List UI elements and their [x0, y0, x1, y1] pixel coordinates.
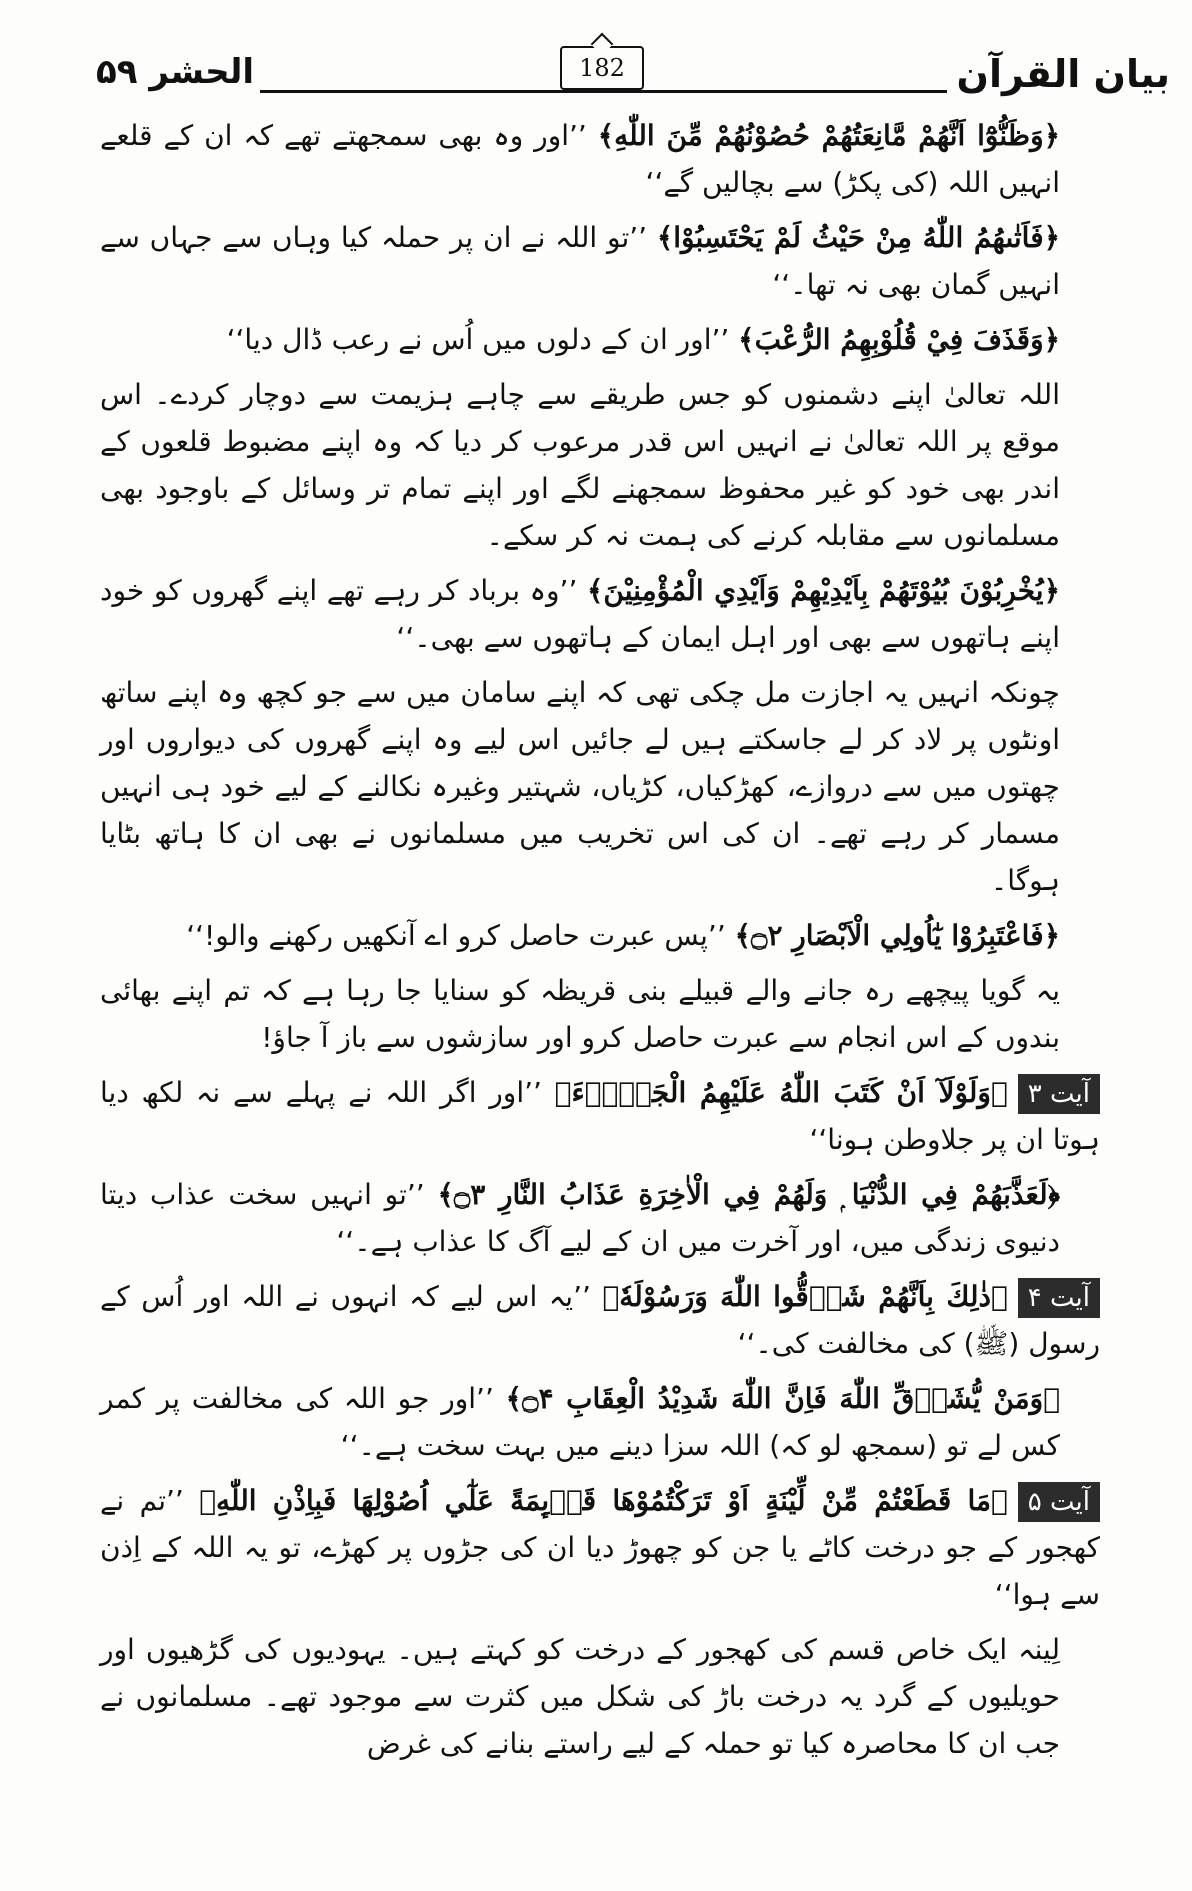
translation: ’’پس عبرت حاصل کرو اے آنکھیں رکھنے والو!‘‘	[186, 919, 735, 952]
commentary: یہ گویا پیچھے رہ جانے والے قبیلے بنی قریظہ کو سنایا جا رہا ہے کہ تم اپنے بھائی بندوں کے اس انجام سے عبرت حاصل کرو اور سازشوں سے باز آ جاؤ!	[100, 974, 1060, 1054]
paragraph	[100, 567, 1100, 661]
ayah-number-tag: آیت ۴	[1018, 1278, 1100, 1318]
paragraph	[100, 316, 1100, 363]
translation: ’’اور ان کے دلوں میں اُس نے رعب ڈال دیا‘‘	[226, 323, 739, 356]
paragraph	[100, 371, 1100, 559]
translation: ’’اور اگر اللہ نے پہلے سے نہ لکھ دیا ہوتا ان پر جلاوطن ہونا‘‘	[100, 1076, 1100, 1156]
quran-verse: ﴿وَظَنُّوْٓا اَنَّهُمْ مَّانِعَتُهُمْ حُصُوْنُهُمْ مِّنَ اللّٰهِ﴾	[597, 119, 1060, 152]
paragraph	[100, 967, 1100, 1061]
surah-label: الحشر ۵۹	[96, 52, 255, 92]
paragraph	[100, 214, 1100, 308]
commentary: اللہ تعالیٰ اپنے دشمنوں کو جس طریقے سے چاہے ہزیمت سے دوچار کردے۔ اس موقع پر اللہ تعالیٰ نے انہیں اس قدر مرعوب کر دیا کہ وہ اپنے مضبوط قلعوں کے اندر بھی خود کو غیر محفوظ سمجھنے لگے اور اپنے تمام تر وسائل کے باوجود بھی مسلمانوں سے مقابلہ کرنے کی ہمت نہ کر سکے۔	[100, 378, 1060, 552]
paragraph	[100, 1273, 1100, 1367]
commentary: چونکہ انہیں یہ اجازت مل چکی تھی کہ اپنے سامان میں سے جو کچھ وہ اپنے ساتھ اونٹوں پر لاد کر لے جاسکتے ہیں لے جائیں اس لیے وہ اپنے گھروں کی دیواروں اور چھتوں میں سے دروازے، کھڑکیاں، کڑیاں، شہتیر وغیرہ نکالنے کے لیے خود ہی انہیں مسمار کر رہے تھے۔ ان کی اس تخریب میں مسلمانوں نے بھی ان کا ہاتھ بٹایا ہوگا۔	[100, 676, 1060, 897]
paragraph	[100, 1375, 1100, 1469]
paragraph	[100, 669, 1100, 904]
translation: ’’اور جو اللہ کی مخالفت پر کمر کس لے تو (سمجھ لو کہ) اللہ سزا دینے میں بہت سخت ہے۔‘‘	[100, 1382, 1060, 1462]
page-body	[100, 112, 1100, 1775]
translation: ’’یہ اس لیے کہ انہوں نے اللہ اور اُس کے رسول (ﷺ) کی مخالفت کی۔‘‘	[100, 1280, 1100, 1360]
translation: ’’وہ برباد کر رہے تھے اپنے گھروں کو خود اپنے ہاتھوں سے بھی اور اہل ایمان کے ہاتھوں سے بھی۔‘‘	[100, 574, 1060, 654]
quran-verse: ﴿يُخْرِبُوْنَ بُيُوْتَهُمْ بِاَيْدِيْهِمْ وَاَيْدِي الْمُؤْمِنِيْنَ﴾	[587, 574, 1060, 607]
translation: ’’تم نے کھجور کے جو درخت کاٹے یا جن کو چھوڑ دیا ان کی جڑوں پر کھڑے، تو یہ اللہ کے اِذن سے ہوا‘‘	[100, 1484, 1100, 1611]
quran-verse: ﴿وَمَنْ يُّشَاۗقِّ اللّٰهَ فَاِنَّ اللّٰهَ شَدِيْدُ الْعِقَابِ ۝۴﴾	[505, 1382, 1060, 1415]
paragraph	[100, 1626, 1100, 1767]
paragraph	[100, 112, 1100, 206]
translation: ’’تو انہیں سخت عذاب دیتا دنیوی زندگی میں، اور آخرت میں ان کے لیے آگ کا عذاب ہے۔‘‘	[100, 1178, 1060, 1258]
paragraph	[100, 1069, 1100, 1163]
quran-verse: ﴿لَعَذَّبَهُمْ فِي الدُّنْيَا ۭ وَلَهُمْ فِي الْاٰخِرَةِ عَذَابُ النَّارِ ۝۳﴾	[437, 1178, 1060, 1211]
quran-verse: ﴿فَاَتٰىهُمُ اللّٰهُ مِنْ حَيْثُ لَمْ يَحْتَسِبُوْا﴾	[656, 221, 1061, 254]
book-title: بیان القرآن	[956, 52, 1170, 96]
translation: ’’تو اللہ نے ان پر حملہ کیا وہاں سے جہاں سے انہیں گمان بھی نہ تھا۔‘‘	[100, 221, 1060, 301]
ayah-number-tag: آیت ۵	[1018, 1482, 1100, 1522]
quran-verse: ﴿ذٰلِكَ بِاَنَّهُمْ شَاۗقُّوا اللّٰهَ وَرَسُوْلَهٗ﴾	[602, 1280, 1008, 1313]
translation: ’’اور وہ بھی سمجھتے تھے کہ ان کے قلعے انہیں اللہ (کی پکڑ) سے بچالیں گے‘‘	[100, 119, 1060, 199]
ayah-number-tag: آیت ۳	[1018, 1074, 1100, 1114]
paragraph	[100, 1171, 1100, 1265]
quran-verse: ﴿فَاعْتَبِرُوْا يٰٓاُولِي الْاَبْصَارِ ۝۲﴾	[734, 919, 1060, 952]
paragraph	[100, 912, 1100, 959]
quran-verse: ﴿مَا قَطَعْتُمْ مِّنْ لِّيْنَةٍ اَوْ تَرَكْتُمُوْهَا قَاۗىِٕمَةً عَلٰٓي اُصُوْلِهَا فَبِاِذْنِ اللّٰهِ﴾	[199, 1484, 1008, 1517]
page-number: 182	[560, 46, 644, 90]
commentary: لِینہ ایک خاص قسم کی کھجور کے درخت کو کہتے ہیں۔ یہودیوں کی گڑھیوں اور حویلیوں کے گرد یہ درخت باڑ کی شکل میں کثرت سے موجود تھے۔ مسلمانوں نے جب ان کا محاصرہ کیا تو حملہ کے لیے راستے بنانے کی غرض	[100, 1633, 1060, 1760]
page-header	[0, 0, 1192, 100]
paragraph	[100, 1477, 1100, 1618]
header-rule	[260, 90, 947, 93]
quran-verse: ﴿وَلَوْلَآ اَنْ كَتَبَ اللّٰهُ عَلَيْهِمُ الْجَلَاۗءَ﴾	[554, 1076, 1008, 1109]
quran-verse: ﴿وَقَذَفَ فِيْ قُلُوْبِهِمُ الرُّعْبَ﴾	[738, 323, 1060, 356]
